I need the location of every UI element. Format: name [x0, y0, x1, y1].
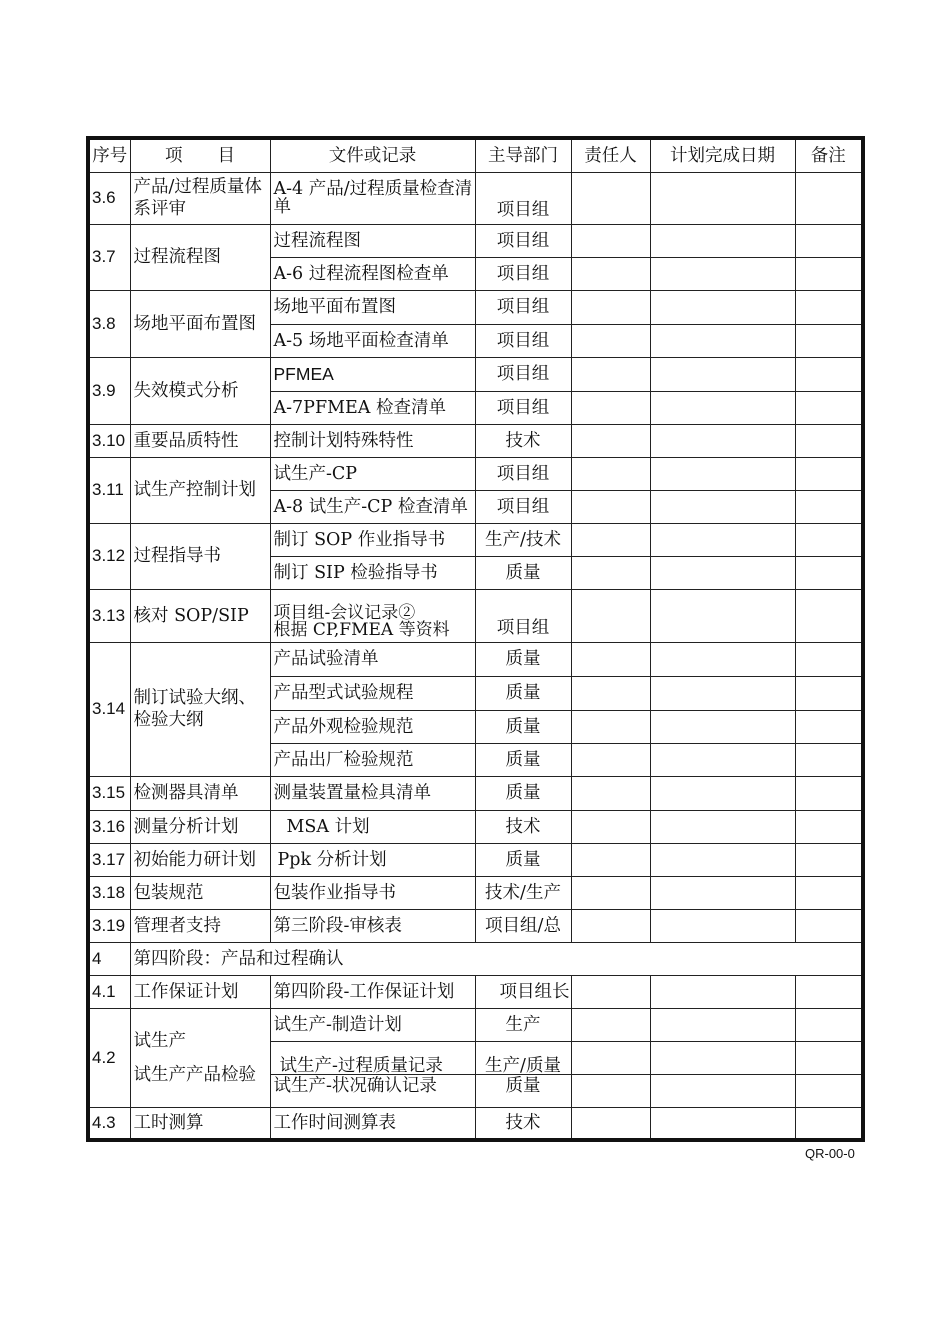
table-row: [88, 357, 863, 391]
row-dept: 项目组长: [475, 975, 571, 1008]
row-due-date[interactable]: [650, 710, 795, 743]
row-file-line-2: 根据 CP,FMEA 等资料: [273, 619, 450, 640]
row-owner[interactable]: [571, 810, 650, 843]
row-item: [130, 1008, 270, 1107]
header-item: 项 目: [130, 138, 270, 172]
row-due-date[interactable]: [650, 776, 795, 810]
row-file: 包装作业指导书: [270, 876, 475, 909]
row-due-date[interactable]: [650, 257, 795, 290]
row-remark[interactable]: [795, 1074, 863, 1107]
row-dept: 项目组: [475, 391, 571, 424]
row-item: 制订试验大纲、检验大纲: [130, 642, 270, 776]
row-remark[interactable]: [795, 1107, 863, 1140]
row-remark[interactable]: [795, 975, 863, 1008]
row-no: 3.13: [88, 589, 130, 642]
row-file: 制订 SIP 检验指导书: [270, 556, 475, 589]
row-due-date[interactable]: [650, 324, 795, 357]
row-owner[interactable]: [571, 776, 650, 810]
row-dept: 技术: [475, 424, 571, 457]
row-remark[interactable]: [795, 324, 863, 357]
table-row: [88, 224, 863, 257]
row-no: 3.6: [88, 172, 130, 224]
table-row: [88, 975, 863, 1008]
row-remark[interactable]: [795, 357, 863, 391]
row-item: 试生产控制计划: [130, 457, 270, 523]
row-due-date[interactable]: [650, 172, 795, 224]
row-file: A-8 试生产-CP 检查清单: [270, 490, 475, 523]
row-file: 制订 SOP 作业指导书: [270, 523, 475, 556]
row-dept: 生产: [475, 1008, 571, 1041]
row-item: 初始能力研计划: [130, 843, 270, 876]
row-remark[interactable]: [795, 810, 863, 843]
row-file: MSA 计划: [270, 810, 475, 843]
row-owner[interactable]: [571, 710, 650, 743]
row-dept: 技术: [475, 810, 571, 843]
row-remark[interactable]: [795, 523, 863, 556]
row-no: 3.15: [88, 776, 130, 810]
row-owner[interactable]: [571, 1041, 650, 1074]
phase-title: 第四阶段：产品和过程确认: [130, 942, 863, 975]
row-remark[interactable]: [795, 776, 863, 810]
row-dept: 质量: [475, 843, 571, 876]
row-file: 产品出厂检验规范: [270, 743, 475, 776]
row-owner[interactable]: [571, 642, 650, 676]
row-remark[interactable]: [795, 556, 863, 589]
table-row: [88, 424, 863, 457]
row-due-date[interactable]: [650, 642, 795, 676]
row-due-date[interactable]: [650, 224, 795, 257]
header-owner: 责任人: [571, 138, 650, 172]
row-file: 场地平面布置图: [270, 290, 475, 324]
row-no: 3.19: [88, 909, 130, 942]
row-owner[interactable]: [571, 357, 650, 391]
row-due-date[interactable]: [650, 424, 795, 457]
row-item: 包装规范: [130, 876, 270, 909]
row-file: 控制计划特殊特性: [270, 424, 475, 457]
table-row: [88, 909, 863, 942]
row-remark[interactable]: [795, 876, 863, 909]
row-remark[interactable]: [795, 710, 863, 743]
row-due-date[interactable]: [650, 843, 795, 876]
row-dept: 项目组: [475, 324, 571, 357]
row-remark[interactable]: [795, 172, 863, 224]
row-remark[interactable]: [795, 391, 863, 424]
row-file: 过程流程图: [270, 224, 475, 257]
row-due-date[interactable]: [650, 457, 795, 490]
row-no: 3.8: [88, 290, 130, 357]
row-file: 第三阶段-审核表: [270, 909, 475, 942]
row-due-date[interactable]: [650, 490, 795, 523]
row-dept: 质量: [475, 642, 571, 676]
row-dept: 生产/质量: [475, 1041, 571, 1074]
row-owner[interactable]: [571, 975, 650, 1008]
row-file: 试生产-制造计划: [270, 1008, 475, 1041]
row-due-date[interactable]: [650, 676, 795, 710]
row-no: 3.17: [88, 843, 130, 876]
table-row: [88, 523, 863, 556]
row-item-line-1: 试生产: [133, 1030, 186, 1051]
row-item: 测量分析计划: [130, 810, 270, 843]
row-owner[interactable]: [571, 1074, 650, 1107]
row-owner[interactable]: [571, 743, 650, 776]
row-item: 过程指导书: [130, 523, 270, 589]
row-due-date[interactable]: [650, 1074, 795, 1107]
phase-row: [88, 942, 863, 975]
row-dept: 项目组: [475, 457, 571, 490]
row-no: 3.7: [88, 224, 130, 290]
row-due-date[interactable]: [650, 743, 795, 776]
row-no: 3.9: [88, 357, 130, 424]
row-owner[interactable]: [571, 676, 650, 710]
row-dept: 技术: [475, 1107, 571, 1140]
table-row: [88, 1008, 863, 1041]
row-remark[interactable]: [795, 743, 863, 776]
row-owner[interactable]: [571, 1107, 650, 1140]
row-file: 试生产-过程质量记录: [270, 1041, 475, 1074]
row-dept: 质量: [475, 743, 571, 776]
row-remark[interactable]: [795, 490, 863, 523]
row-dept: 生产/技术: [475, 523, 571, 556]
row-item: 检测器具清单: [130, 776, 270, 810]
row-owner[interactable]: [571, 290, 650, 324]
row-no: 3.10: [88, 424, 130, 457]
row-file: 第四阶段-工作保证计划: [270, 975, 475, 1008]
row-remark[interactable]: [795, 642, 863, 676]
row-item-line-2: 试生产产品检验: [133, 1064, 256, 1085]
row-dept: 质量: [475, 556, 571, 589]
row-due-date[interactable]: [650, 975, 795, 1008]
table-row: [88, 876, 863, 909]
row-owner[interactable]: [571, 909, 650, 942]
row-owner[interactable]: [571, 1008, 650, 1041]
row-remark[interactable]: [795, 290, 863, 324]
row-no: 4.1: [88, 975, 130, 1008]
row-file: 工作时间测算表: [270, 1107, 475, 1140]
row-file-line-1: 项目组-会议记录②: [273, 602, 416, 623]
row-remark[interactable]: [795, 1008, 863, 1041]
row-item: 产品/过程质量体系评审: [130, 172, 270, 224]
row-owner[interactable]: [571, 843, 650, 876]
row-file: 产品型式试验规程: [270, 676, 475, 710]
row-dept: 项目组/总: [475, 909, 571, 942]
row-due-date[interactable]: [650, 1008, 795, 1041]
form-code: QR-00-0: [805, 1146, 855, 1161]
row-dept: 技术/生产: [475, 876, 571, 909]
row-file: PFMEA: [270, 357, 475, 391]
row-item: 工作保证计划: [130, 975, 270, 1008]
table-row: [88, 457, 863, 490]
row-file: [270, 589, 475, 642]
row-file: A-6 过程流程图检查单: [270, 257, 475, 290]
row-due-date[interactable]: [650, 290, 795, 324]
plan-table: [86, 136, 865, 1142]
row-dept: 质量: [475, 1074, 571, 1107]
row-file: 产品外观检验规范: [270, 710, 475, 743]
row-file: 试生产-CP: [270, 457, 475, 490]
row-owner[interactable]: [571, 523, 650, 556]
row-remark[interactable]: [795, 424, 863, 457]
row-item: 管理者支持: [130, 909, 270, 942]
header-no: 序号: [88, 138, 130, 172]
row-owner[interactable]: [571, 556, 650, 589]
row-remark[interactable]: [795, 1041, 863, 1074]
row-item: 核对 SOP/SIP: [130, 589, 270, 642]
row-remark[interactable]: [795, 224, 863, 257]
row-dept: 项目组: [475, 172, 571, 224]
row-dept: 质量: [475, 676, 571, 710]
row-owner[interactable]: [571, 589, 650, 642]
row-due-date[interactable]: [650, 810, 795, 843]
row-no: 3.11: [88, 457, 130, 523]
row-owner[interactable]: [571, 457, 650, 490]
header-remark: 备注: [795, 138, 863, 172]
table-row: [88, 290, 863, 324]
row-owner[interactable]: [571, 257, 650, 290]
table-row: [88, 1107, 863, 1140]
header-file: 文件或记录: [270, 138, 475, 172]
row-no: 4.2: [88, 1008, 130, 1107]
row-remark[interactable]: [795, 257, 863, 290]
row-due-date[interactable]: [650, 1107, 795, 1140]
row-file: Ppk 分析计划: [270, 843, 475, 876]
row-dept: 项目组: [475, 257, 571, 290]
row-owner[interactable]: [571, 324, 650, 357]
row-due-date[interactable]: [650, 909, 795, 942]
row-no: 3.16: [88, 810, 130, 843]
row-owner[interactable]: [571, 490, 650, 523]
row-remark[interactable]: [795, 676, 863, 710]
row-owner[interactable]: [571, 224, 650, 257]
table-row: [88, 172, 863, 224]
row-remark[interactable]: [795, 909, 863, 942]
row-file: A-7PFMEA 检查清单: [270, 391, 475, 424]
row-file: 试生产-状况确认记录: [270, 1074, 475, 1107]
table-row: [88, 642, 863, 676]
table-row: [88, 776, 863, 810]
row-dept: 项目组: [475, 589, 571, 642]
plan-table-wrapper: [86, 136, 865, 1142]
row-file: A-4 产品/过程质量检查清单: [270, 172, 475, 224]
table-row: [88, 589, 863, 642]
table-row: [88, 843, 863, 876]
row-remark[interactable]: [795, 589, 863, 642]
row-dept: 项目组: [475, 224, 571, 257]
header-due-date: 计划完成日期: [650, 138, 795, 172]
header-dept: 主导部门: [475, 138, 571, 172]
row-remark[interactable]: [795, 843, 863, 876]
row-file: A-5 场地平面检查清单: [270, 324, 475, 357]
row-item: 场地平面布置图: [130, 290, 270, 357]
row-dept: 质量: [475, 776, 571, 810]
row-dept: 项目组: [475, 490, 571, 523]
row-dept: 项目组: [475, 290, 571, 324]
row-no: 3.14: [88, 642, 130, 776]
row-file: 产品试验清单: [270, 642, 475, 676]
phase-no: 4: [88, 942, 130, 975]
row-no: 4.3: [88, 1107, 130, 1140]
header-row: [88, 138, 863, 172]
row-owner[interactable]: [571, 172, 650, 224]
row-no: 3.12: [88, 523, 130, 589]
row-dept: 质量: [475, 710, 571, 743]
row-dept: 项目组: [475, 357, 571, 391]
row-due-date[interactable]: [650, 556, 795, 589]
row-owner[interactable]: [571, 391, 650, 424]
row-owner[interactable]: [571, 424, 650, 457]
row-item: 过程流程图: [130, 224, 270, 290]
row-due-date[interactable]: [650, 523, 795, 556]
row-no: 3.18: [88, 876, 130, 909]
row-due-date[interactable]: [650, 589, 795, 642]
row-remark[interactable]: [795, 457, 863, 490]
row-due-date[interactable]: [650, 876, 795, 909]
table-row: [88, 810, 863, 843]
row-due-date[interactable]: [650, 1041, 795, 1074]
row-owner[interactable]: [571, 876, 650, 909]
row-item: 失效模式分析: [130, 357, 270, 424]
row-item: 重要品质特性: [130, 424, 270, 457]
row-item: 工时测算: [130, 1107, 270, 1140]
row-due-date[interactable]: [650, 391, 795, 424]
row-due-date[interactable]: [650, 357, 795, 391]
row-file: 测量装置量检具清单: [270, 776, 475, 810]
